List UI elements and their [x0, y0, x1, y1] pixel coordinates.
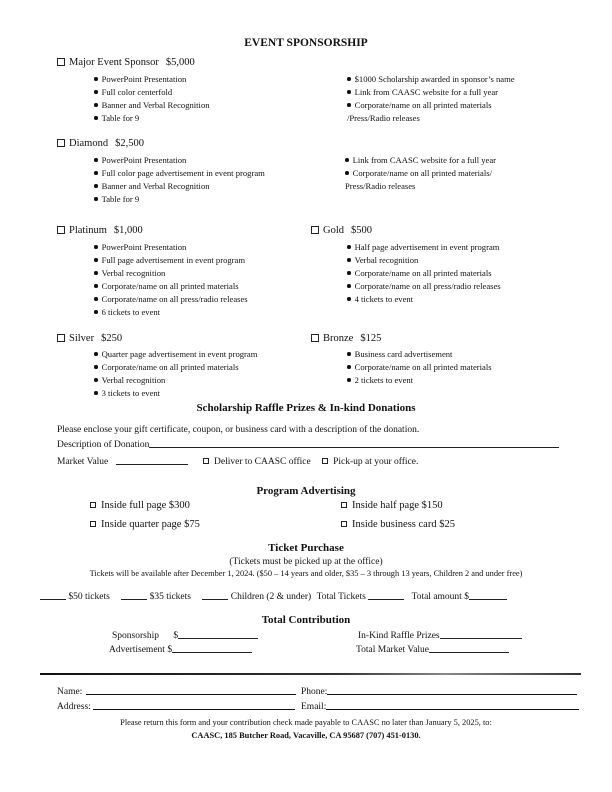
checkbox-platinum[interactable]: [57, 226, 65, 234]
list-item: Half page advertisement in event program: [347, 241, 501, 254]
phone-field[interactable]: [327, 686, 577, 695]
pickup-option[interactable]: Pick-up at your office.: [322, 457, 418, 467]
inkind-row: [358, 630, 522, 641]
bullet-icon: [347, 103, 351, 107]
tier-gold[interactable]: [311, 225, 372, 236]
tickets-subheading: (Tickets must be picked up at the office): [229, 557, 383, 567]
address-label: Address:: [57, 702, 91, 712]
tier-benefits-right: [347, 73, 515, 125]
list-item: Link from CAASC website for a full year: [345, 154, 496, 167]
bullet-icon: [94, 310, 98, 314]
bullet-icon: [94, 77, 98, 81]
bullet-icon: [94, 245, 98, 249]
bullet-icon: [347, 258, 351, 262]
tier-name: Gold: [323, 225, 344, 236]
list-item: PowerPoint Presentation: [94, 241, 248, 254]
market-total-label: Total Market Value: [356, 645, 430, 655]
tier-platinum[interactable]: [57, 225, 143, 236]
sponsorship-label: Sponsorship: [112, 631, 159, 641]
tickets-35-field[interactable]: [121, 591, 147, 600]
checkbox-silver[interactable]: [57, 334, 65, 342]
tier-bronze[interactable]: [311, 333, 381, 344]
list-item: Corporate/name on all printed materials: [347, 361, 492, 374]
list-item: Verbal recognition: [94, 374, 257, 387]
list-item: Corporate/name on all press/radio releases: [94, 293, 248, 306]
tier-diamond[interactable]: [57, 138, 144, 149]
list-item: Banner and Verbal Recognition: [94, 180, 265, 193]
list-item: Business card advertisement: [347, 348, 492, 361]
checkbox-major-event-sponsor[interactable]: [57, 58, 65, 66]
bullet-icon: [94, 391, 98, 395]
list-item: Full page advertisement in event program: [94, 254, 248, 267]
ad-option-half-page[interactable]: Inside half page $150: [341, 500, 443, 511]
list-item: Corporate/name on all printed materials: [94, 361, 257, 374]
tier-major-event-sponsor[interactable]: [57, 57, 195, 68]
raffle-instruction: Please enclose your gift certificate, coupon, or business card with a description of the donation.: [57, 425, 420, 435]
market-value-row: [57, 456, 418, 467]
name-row: [57, 686, 296, 697]
ad-option-quarter-page[interactable]: Inside quarter page $75: [90, 519, 200, 530]
checkbox-business-card[interactable]: [341, 521, 347, 527]
list-item: Verbal recognition: [347, 254, 501, 267]
email-row: [301, 701, 579, 712]
tickets-note: Tickets will be available after December 1, 2024. ($50 – 14 years and older, $35 – 3 through 13 years, Children 2 and under free): [89, 569, 523, 578]
checkbox-full-page[interactable]: [90, 502, 96, 508]
list-item: Corporate/name on all press/radio releases: [347, 280, 501, 293]
phone-row: [301, 686, 577, 697]
list-item: Banner and Verbal Recognition: [94, 99, 210, 112]
tickets-35-label: $35 tickets: [149, 592, 191, 602]
tier-price: $125: [360, 333, 382, 344]
bullet-icon: [94, 352, 98, 356]
bullet-icon: [347, 378, 351, 382]
tier-benefits: [94, 348, 257, 400]
bullet-icon: [94, 271, 98, 275]
checkbox-gold[interactable]: [311, 226, 319, 234]
name-field[interactable]: [86, 686, 296, 695]
inkind-field[interactable]: [440, 630, 522, 639]
donation-description-row: [57, 439, 559, 450]
checkbox-bronze[interactable]: [311, 334, 319, 342]
list-item: Corporate/name on all printed materials: [347, 267, 501, 280]
tier-price: $1,000: [113, 225, 143, 236]
market-value-label: Market Value: [57, 457, 109, 467]
bullet-icon: [347, 271, 351, 275]
bullet-icon: [94, 297, 98, 301]
bullet-icon: [347, 90, 351, 94]
bullet-icon: [347, 352, 351, 356]
advertisement-field[interactable]: [172, 644, 252, 653]
total-tickets-field[interactable]: [368, 591, 404, 600]
list-item: PowerPoint Presentation: [94, 73, 210, 86]
list-item-continuation: Press/Radio releases: [345, 181, 416, 191]
bullet-icon: [345, 171, 349, 175]
tier-benefits: [347, 348, 492, 387]
tier-benefits-right: [345, 154, 496, 193]
phone-label: Phone:: [301, 687, 328, 697]
donation-description-label: Description of Donation: [57, 440, 150, 450]
list-item: Link from CAASC website for a full year: [347, 86, 515, 99]
bullet-icon: [94, 197, 98, 201]
bullet-icon: [94, 184, 98, 188]
raffle-heading: Scholarship Raffle Prizes & In-kind Donations: [196, 402, 416, 414]
tier-name: Silver: [69, 333, 95, 344]
advertisement-label: Advertisement: [109, 645, 165, 655]
ad-option-full-page[interactable]: Inside full page $300: [90, 500, 190, 511]
bullet-icon: [94, 365, 98, 369]
list-item: Table for 9: [94, 193, 265, 206]
tier-benefits-left: [94, 154, 265, 206]
total-amount-label: Total amount $: [411, 592, 469, 602]
bullet-icon: [94, 378, 98, 382]
bullet-icon: [94, 171, 98, 175]
tickets-heading: Ticket Purchase: [268, 542, 344, 554]
checkbox-half-page[interactable]: [341, 502, 347, 508]
bullet-icon: [347, 284, 351, 288]
bullet-icon: [347, 297, 351, 301]
bullet-icon: [347, 365, 351, 369]
list-item: 4 tickets to event: [347, 293, 501, 306]
bullet-icon: [94, 284, 98, 288]
tier-price: $2,500: [115, 138, 144, 149]
list-item: Verbal recognition: [94, 267, 248, 280]
address-row: [57, 701, 295, 712]
sponsorship-field[interactable]: [178, 630, 258, 639]
tickets-50-label: $50 tickets: [68, 592, 110, 602]
list-item-continuation: /Press/Radio releases: [347, 113, 420, 123]
advertising-heading: Program Advertising: [256, 485, 356, 497]
list-item: 6 tickets to event: [94, 306, 248, 319]
address-field[interactable]: [93, 701, 295, 710]
bullet-icon: [345, 158, 349, 162]
total-tickets-label: Total Tickets: [316, 592, 366, 602]
list-item: Quarter page advertisement in event program: [94, 348, 257, 361]
email-label: Email:: [301, 702, 327, 712]
list-item: 2 tickets to event: [347, 374, 492, 387]
tier-price: $250: [101, 333, 123, 344]
tier-benefits: [347, 241, 501, 306]
tier-benefits: [94, 241, 248, 319]
tier-name: Diamond: [69, 138, 109, 149]
checkbox-deliver[interactable]: [203, 458, 209, 464]
bullet-icon: [347, 245, 351, 249]
market-total-row: [356, 644, 509, 655]
checkbox-quarter-page[interactable]: [90, 521, 96, 527]
bullet-icon: [94, 158, 98, 162]
email-field[interactable]: [326, 701, 579, 710]
market-value-field[interactable]: [116, 456, 188, 465]
list-item: Table for 9: [94, 112, 210, 125]
page-title: EVENT SPONSORSHIP: [244, 37, 368, 49]
bullet-icon: [94, 258, 98, 262]
list-item: Corporate/name on all printed materials/: [345, 167, 496, 180]
bullet-icon: [94, 103, 98, 107]
sponsorship-row: Sponsorship $: [112, 630, 258, 641]
tier-name: Platinum: [69, 225, 107, 236]
tier-price: $500: [351, 225, 372, 236]
tier-benefits-left: [94, 73, 210, 125]
tickets-children-label: Children (2 & under): [230, 592, 312, 602]
ad-option-business-card[interactable]: Inside business card $25: [341, 519, 455, 530]
bullet-icon: [94, 90, 98, 94]
ticket-fields-row: [40, 591, 507, 602]
list-item: PowerPoint Presentation: [94, 154, 265, 167]
return-note: Please return this form and your contribution check made payable to CAASC no later than January 5, 2025, to:: [120, 718, 492, 727]
checkbox-pickup[interactable]: [322, 458, 328, 464]
advertisement-row: Advertisement $: [109, 644, 252, 655]
bullet-icon: [347, 77, 351, 81]
bullet-icon: [94, 116, 98, 120]
total-amount-field[interactable]: [469, 591, 507, 600]
list-item: Full color centerfold: [94, 86, 210, 99]
list-item: $1000 Scholarship awarded in sponsor’s name: [347, 73, 515, 86]
tier-price: $5,000: [165, 57, 195, 68]
list-item: Corporate/name on all printed materials: [347, 99, 515, 112]
inkind-label: In-Kind Raffle Prizes: [358, 631, 440, 641]
return-address: CAASC, 185 Butcher Road, Vacaville, CA 95687 (707) 451-0130.: [191, 731, 421, 740]
tickets-children-field[interactable]: [202, 591, 228, 600]
tier-name: Major Event Sponsor: [69, 57, 159, 68]
list-item: Corporate/name on all printed materials: [94, 280, 248, 293]
tier-name: Bronze: [323, 333, 354, 344]
tier-silver[interactable]: [57, 333, 122, 344]
tickets-50-field[interactable]: [40, 591, 66, 600]
list-item: Full color page advertisement in event program: [94, 167, 265, 180]
section-divider: [40, 673, 581, 675]
name-label: Name:: [57, 687, 83, 697]
checkbox-diamond[interactable]: [57, 139, 65, 147]
list-item: 3 tickets to event: [94, 387, 257, 400]
contribution-heading: Total Contribution: [261, 614, 351, 626]
donation-description-field[interactable]: [149, 439, 559, 448]
market-total-field[interactable]: [429, 644, 509, 653]
deliver-option[interactable]: Deliver to CAASC office: [203, 457, 311, 467]
